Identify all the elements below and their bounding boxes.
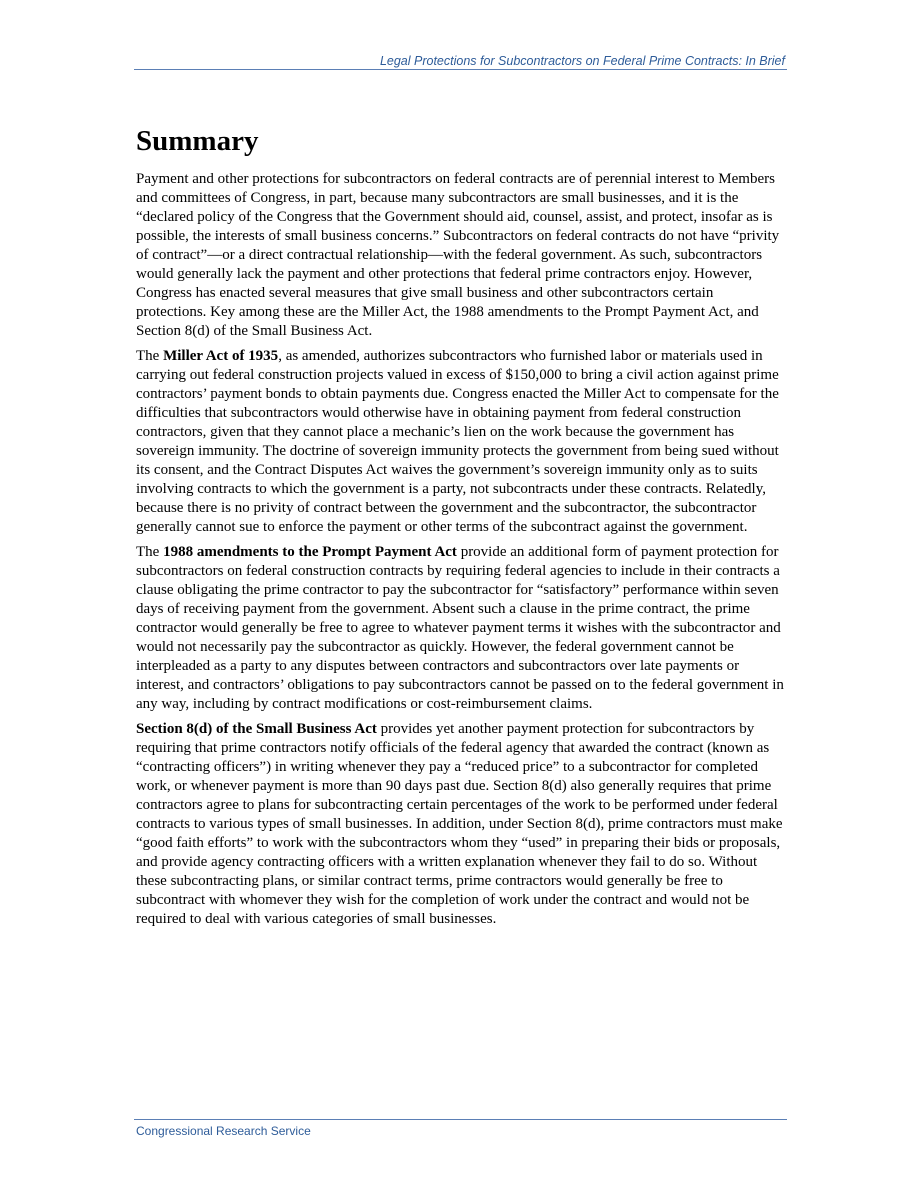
page-footer [134,1119,787,1138]
section-title: Summary [136,125,259,157]
summary-section [136,122,787,935]
term-miller-act: Miller Act of 1935 [163,348,279,364]
paragraph-lead: The [136,348,164,364]
page-header [134,52,787,70]
paragraph-body: provide an additional form of payment protection for subcontractors on federal construction contracts by requiring federal agencies to include in their contracts a clause obligating the prime contractor to pay the subcontractor for “satisfactory” performance within seven days of receiving payment from the government. Absent such a clause in the prime contract, the prime contractor would generally be free to agree to whatever payment terms it wishes with the subcontractor and would not necessarily pay the subcontractor as quickly. However, the federal government cannot be interpleaded as a party to any disputes between contractors and subcontractors over late payments or interest, and contractors’ obligations to pay subcontractors cannot be passed on to the federal government in any way, including by contract modifications or cost-reimbursement claims. [136,544,784,712]
paragraph-body: provides yet another payment protection for subcontractors by requiring that prime contractors notify officials of the federal agency that awarded the contract (known as “contracting officers”) in writing whenever they pay a “reduced price” to a subcontractor for completed work, or whenever payment is more than 90 days past due. Section 8(d) also generally requires that prime contractors agree to plans for subcontracting certain percentages of the work to be performed under federal contracts to various types of small businesses. In addition, under Section 8(d), prime contractors must make “good faith efforts” to work with the subcontractors whom they “used” in preparing their bids or proposals, and provide agency contracting officers with a written explanation whenever they fail to do so. Without these subcontracting plans, or similar contract terms, prime contractors would generally be free to subcontract with whomever they wish for the completion of work under the contract and would not be required to deal with various categories of small businesses. [136,721,783,927]
paragraph-miller-act [136,347,787,537]
paragraph-lead: The [136,544,164,560]
running-title: Legal Protections for Subcontractors on Federal Prime Contracts: In Brief [379,54,785,68]
paragraph-small-business-act [136,720,787,929]
publisher-name: Congressional Research Service [136,1124,311,1138]
term-prompt-payment-act: 1988 amendments to the Prompt Payment Act [163,544,457,560]
paragraph-body: , as amended, authorizes subcontractors who furnished labor or materials used in carrying out federal construction projects valued in excess of $150,000 to bring a civil action against prime contractors’ payment bonds to obtain payments due. Congress enacted the Miller Act to compensate for the difficulties that subcontractors would otherwise have in obtaining payment from federal construction contractors, given that they cannot place a mechanic’s lien on the work because the government has sovereign immunity. The doctrine of sovereign immunity protects the government from being sued without its consent, and the Contract Disputes Act waives the government’s sovereign immunity only as to suits involving contracts to which the government is a party, not subcontracts under these contracts. Relatedly, because there is no privity of contract between the government and the subcontractor, the subcontractor generally cannot sue to enforce the payment or other terms of the subcontract against the government. [136,348,779,535]
paragraph-intro: Payment and other protections for subcontractors on federal contracts are of perennial interest to Members and committees of Congress, in part, because many subcontractors are small businesses, and it is the “declared policy of the Congress that the Government should aid, counsel, assist, and protect, insofar as is possible, the interests of small business concerns.” Subcontractors on federal contracts do not have “privity of contract”—or a direct contractual relationship—with the federal government. As such, subcontractors would generally lack the payment and other protections that federal prime contractors enjoy. However, Congress has enacted several measures that give small business and other subcontractors certain protections. Key among these are the Miller Act, the 1988 amendments to the Prompt Payment Act, and Section 8(d) of the Small Business Act. [136,171,780,339]
term-section-8d: Section 8(d) of the Small Business Act [136,721,377,737]
paragraph-prompt-payment-act [136,543,787,714]
